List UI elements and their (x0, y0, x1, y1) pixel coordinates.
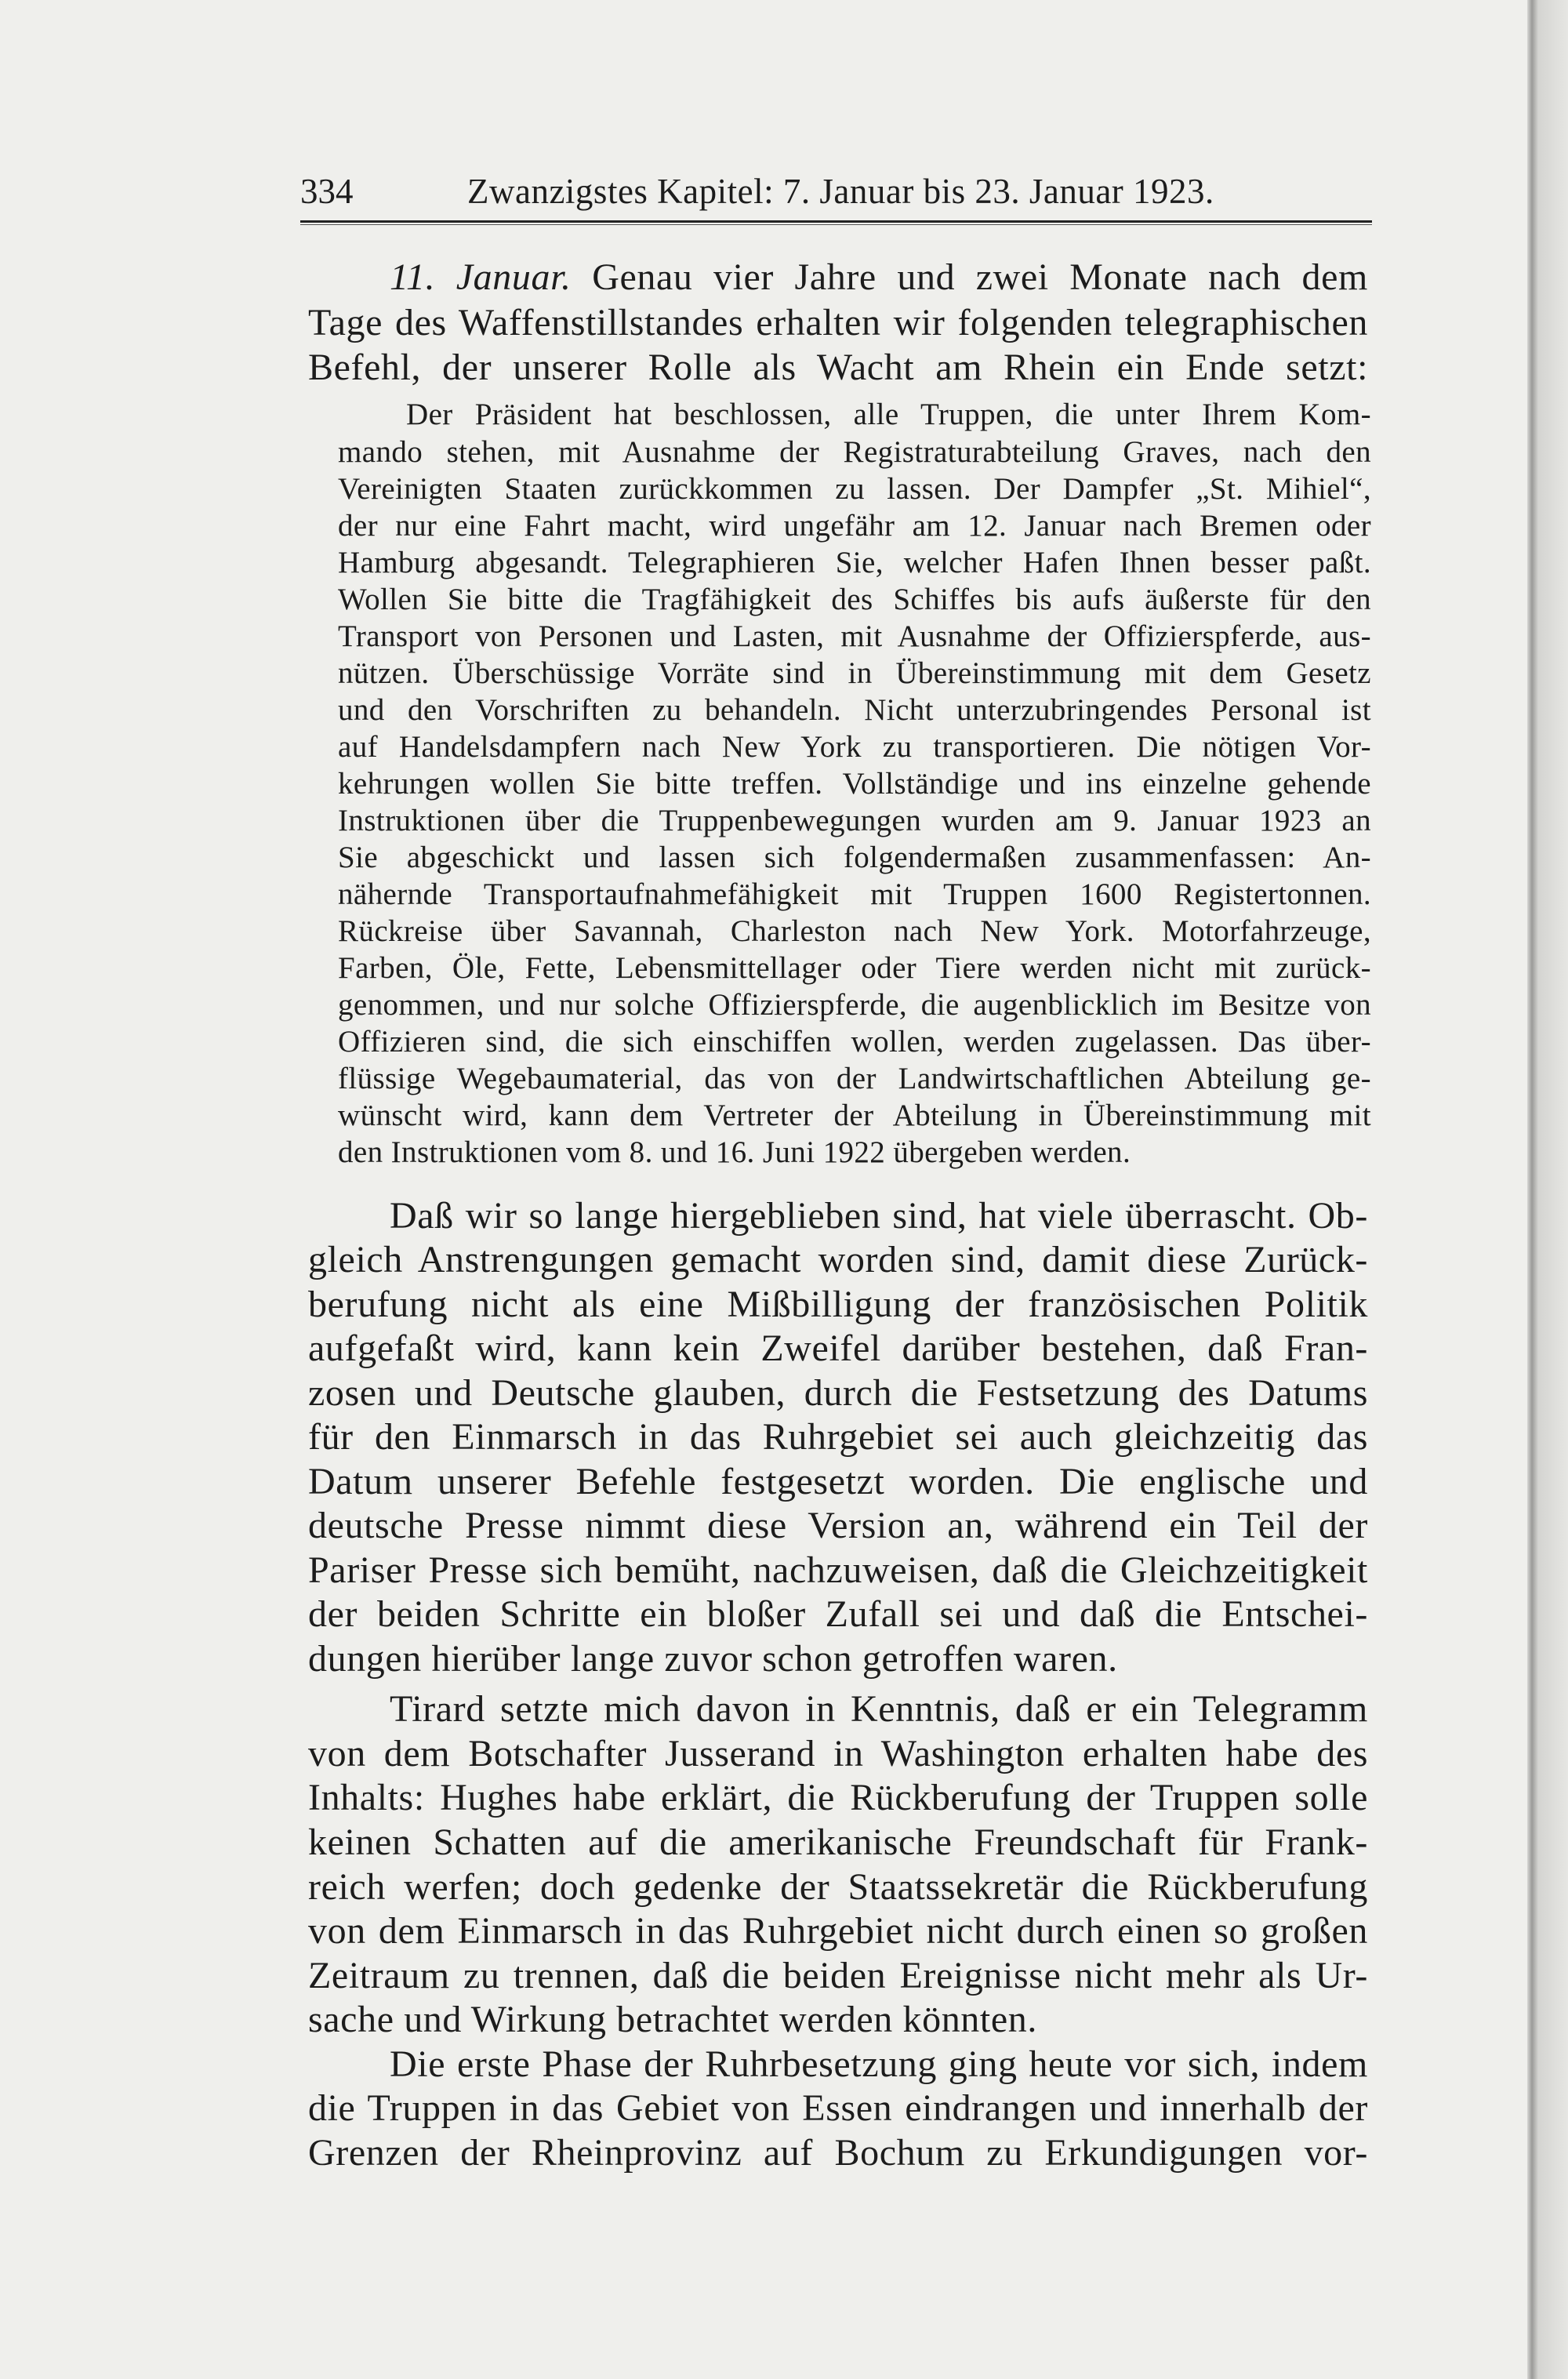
entry-line: Tage des Waffenstillstandes erhalten wir folgenden telegraphischen (308, 302, 1368, 343)
body-line: deutsche Presse nimmt diese Version an, während ein Teil der (308, 1505, 1368, 1546)
body-line: Die erste Phase der Ruhrbesetzung ging heute vor sich, indem (390, 2043, 1368, 2085)
body-line: der beiden Schritte ein bloßer Zufall sei und daß die Entschei- (308, 1593, 1368, 1635)
body-line: von dem Einmarsch in das Ruhrgebiet nicht durch einen so großen (308, 1910, 1368, 1952)
quote-line: Farben, Öle, Fette, Lebensmittellager oder Tiere werden nicht mit zurück- (338, 951, 1371, 985)
body-line: für den Einmarsch in das Ruhrgebiet sei auch gleichzeitig das (308, 1416, 1368, 1458)
body-line: Datum unserer Befehle festgesetzt worden. Die englische und (308, 1461, 1368, 1502)
body-line: zosen und Deutsche glauben, durch die Festsetzung des Datums (308, 1372, 1368, 1414)
body-line: die Truppen in das Gebiet von Essen eindrangen und innerhalb der (308, 2087, 1368, 2129)
body-line: Zeitraum zu trennen, daß die beiden Ereignisse nicht mehr als Ur- (308, 1955, 1368, 1996)
body-line: keinen Schatten auf die amerikanische Freundschaft für Frank- (308, 1821, 1368, 1863)
body-line: berufung nicht als eine Mißbilligung der französischen Politik (308, 1284, 1368, 1325)
quote-line: genommen, und nur solche Offizierspferde, die augenblicklich im Besitze von (338, 988, 1371, 1022)
quote-line: den Instruktionen vom 8. und 16. Juni 1922 übergeben werden. (338, 1135, 1131, 1169)
body-line: sache und Wirkung betrachtet werden könnten. (308, 1999, 1037, 2040)
quote-line: Instruktionen über die Truppenbewegungen wurden am 9. Januar 1923 an (338, 804, 1371, 837)
quote-line: Rückreise über Savannah, Charleston nach New York. Motorfahrzeuge, (338, 914, 1371, 948)
body-line: Pariser Presse sich bemüht, nachzuweisen, daß die Gleichzeitigkeit (308, 1549, 1368, 1591)
quote-line: und den Vorschriften zu behandeln. Nicht unterzubringendes Personal ist (338, 693, 1371, 727)
quote-line: nähernde Transportaufnahmefähigkeit mit Truppen 1600 Registertonnen. (338, 877, 1371, 911)
body-line: gleich Anstrengungen gemacht worden sind, damit diese Zurück- (308, 1239, 1368, 1280)
quote-line: kehrungen wollen Sie bitte treffen. Vollständige und ins einzelne gehende (338, 767, 1371, 801)
quote-line: der nur eine Fahrt macht, wird ungefähr am 12. Januar nach Bremen oder (338, 509, 1371, 543)
body-line: dungen hierüber lange zuvor schon getroffen waren. (308, 1638, 1118, 1680)
quote-line: Hamburg abgesandt. Telegraphieren Sie, welcher Hafen Ihnen besser paßt. (338, 546, 1371, 579)
quote-line: Vereinigten Staaten zurückkommen zu lassen. Der Dampfer „St. Mihiel“, (338, 472, 1371, 506)
quote-line: Sie abgeschickt und lassen sich folgendermaßen zusammenfassen: An- (338, 841, 1371, 874)
quote-line: nützen. Überschüssige Vorräte sind in Übereinstimmung mit dem Gesetz (338, 656, 1371, 690)
quote-line: Transport von Personen und Lasten, mit Ausnahme der Offizierspferde, aus- (338, 619, 1371, 653)
running-title: Zwanzigstes Kapitel: 7. Januar bis 23. Januar 1923. (467, 172, 1214, 211)
quote-line: wünscht wird, kann dem Vertreter der Abteilung in Übereinstimmung mit (338, 1099, 1371, 1132)
quote-line: Offizieren sind, die sich einschiffen wollen, werden zugelassen. Das über- (338, 1025, 1371, 1059)
quote-line: flüssige Wegebaumaterial, das von der Landwirtschaftlichen Abteilung ge- (338, 1062, 1371, 1095)
body-line: reich werfen; doch gedenke der Staatssekretär die Rückberufung (308, 1866, 1368, 1908)
quote-line: mando stehen, mit Ausnahme der Registraturabteilung Graves, nach den (338, 435, 1371, 469)
quote-line: Der Präsident hat beschlossen, alle Truppen, die unter Ihrem Kom- (406, 398, 1371, 431)
body-line: Tirard setzte mich davon in Kenntnis, daß er ein Telegramm (390, 1688, 1368, 1730)
quote-line: auf Handelsdampfern nach New York zu transportieren. Die nötigen Vor- (338, 730, 1371, 764)
entry-line: Befehl, der unserer Rolle als Wacht am Rhein ein Ende setzt: (308, 347, 1368, 388)
quote-line: Wollen Sie bitte die Tragfähigkeit des Schiffes bis aufs äußerste für den (338, 583, 1371, 616)
body-line: Daß wir so lange hiergeblieben sind, hat viele überrascht. Ob- (390, 1195, 1368, 1237)
entry-line: 11. Januar. Genau vier Jahre und zwei Monate nach dem (390, 256, 1368, 298)
body-line: Grenzen der Rheinprovinz auf Bochum zu Erkundigungen vor- (308, 2132, 1368, 2174)
entry-date: 11. Januar. (390, 256, 572, 298)
body-line: aufgefaßt wird, kann kein Zweifel darüber bestehen, daß Fran- (308, 1328, 1368, 1369)
body-line: von dem Botschafter Jusserand in Washington erhalten habe des (308, 1733, 1368, 1774)
page-number: 334 (300, 172, 354, 211)
body-line: Inhalts: Hughes habe erklärt, die Rückberufung der Truppen solle (308, 1777, 1368, 1818)
